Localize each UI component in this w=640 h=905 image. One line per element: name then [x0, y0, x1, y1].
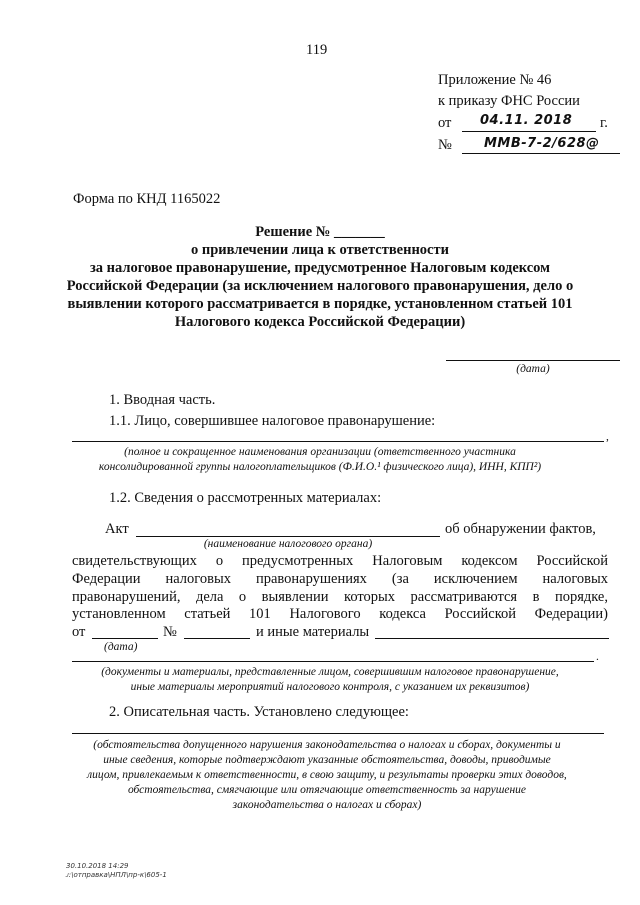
section1-sub1: 1.1. Лицо, совершившее налоговое правонарушение:	[109, 413, 436, 429]
page-number: 119	[306, 42, 328, 58]
description-caption-2: иные сведения, которые подтверждают указанные обстоятельства, доводы, приводимые	[103, 754, 551, 766]
decision-date-caption: (дата)	[516, 363, 550, 375]
appendix-number-line	[462, 153, 620, 154]
section1-heading: 1. Вводная часть.	[109, 392, 216, 408]
documents-line-dot: .	[596, 651, 599, 663]
materials-number-label: №	[163, 624, 177, 640]
appendix-date-suffix: г.	[600, 115, 608, 131]
documents-caption-2: иные материалы мероприятий налогового контроля, с указанием их реквизитов)	[130, 681, 530, 693]
section2-heading: 2. Описательная часть. Установлено следующее:	[109, 704, 409, 720]
materials-number-line	[184, 638, 250, 639]
footer-stamp-date: 30.10.2018 14:29	[66, 862, 129, 870]
other-materials-line	[375, 638, 609, 639]
offender-caption-1: (полное и сокращенное наименования организации (ответственного участника	[124, 446, 516, 458]
form-code: Форма по КНД 1165022	[73, 191, 221, 207]
offender-line-dot: ,	[606, 431, 609, 443]
materials-date-line	[92, 638, 158, 639]
appendix-title: Приложение № 46	[438, 72, 552, 88]
decision-subtitle-3: Российской Федерации (за исключением налогового правонарушения, дело о	[66, 278, 574, 294]
decision-subtitle-2: за налоговое правонарушение, предусмотренное Налоговым кодексом	[89, 260, 551, 276]
section1-sub2: 1.2. Сведения о рассмотренных материалах:	[109, 490, 382, 506]
appendix-date-line	[462, 131, 596, 132]
description-caption-3: лицом, привлекаемым к ответственности, в свою защиту, и результаты проверки этих доводов,	[87, 769, 567, 781]
decision-subtitle-5: Налогового кодекса Российской Федерации)	[174, 314, 466, 330]
appendix-number-value: ММВ-7-2/628@	[484, 136, 600, 151]
act-caption: (наименование налогового органа)	[203, 538, 373, 550]
materials-para-2: Федерации налоговых правонарушениях (за исключением налоговых	[72, 571, 608, 587]
description-caption-5: законодательства о налогах и сборах)	[232, 799, 422, 811]
description-line	[72, 733, 604, 734]
materials-from-label: от	[72, 624, 86, 640]
other-materials-label: и иные материалы	[256, 624, 370, 640]
footer-stamp-path: ᴊ:\отправка\НПЛ\пр-к\605-1	[66, 871, 167, 879]
appendix-date-value: 04.11. 2018	[480, 113, 573, 128]
decision-title: Решение № _______	[255, 224, 385, 240]
offender-caption-2: консолидированной группы налогоплательщиков (Ф.И.О.¹ физического лица), ИНН, КПП²)	[98, 461, 542, 473]
documents-line	[72, 661, 594, 662]
materials-para-4: установленном статьей 101 Налогового кодекса Российской Федерации)	[72, 606, 608, 622]
description-caption-1: (обстоятельства допущенного нарушения законодательства о налогах и сборах, документы и	[93, 739, 561, 751]
appendix-order: к приказу ФНС России	[438, 93, 580, 109]
appendix-date-label: от	[438, 115, 452, 131]
materials-para-3: правонарушений, дела о выявлении которых рассматриваются в порядке,	[72, 589, 608, 605]
decision-date-line	[446, 360, 620, 361]
offender-line	[72, 441, 604, 442]
decision-subtitle-4: выявлении которого рассматривается в порядке, установленном статьей 101	[67, 296, 573, 312]
act-suffix: об обнаружении фактов,	[445, 521, 596, 537]
materials-para-1: свидетельствующих о предусмотренных Налоговым кодексом Российской	[72, 553, 608, 569]
act-authority-line	[136, 536, 440, 537]
documents-caption-1: (документы и материалы, представленные лицом, совершившим налоговое правонарушение,	[101, 666, 559, 678]
materials-date-caption: (дата)	[104, 641, 138, 653]
appendix-number-label: №	[438, 137, 452, 153]
description-caption-4: обстоятельства, смягчающие или отягчающие ответственность за нарушение	[127, 784, 527, 796]
decision-subtitle-1: о привлечении лица к ответственности	[191, 242, 449, 258]
act-label: Акт	[105, 521, 129, 537]
